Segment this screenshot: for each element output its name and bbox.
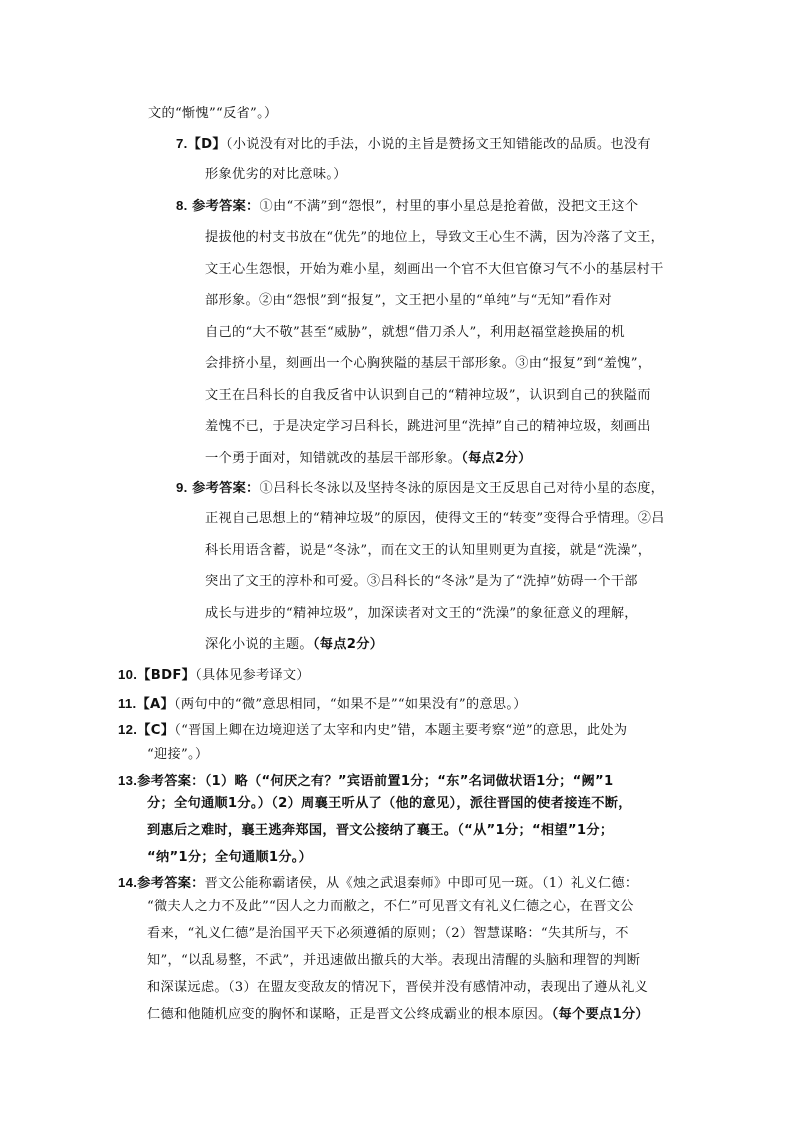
question-number: 9. <box>176 480 188 495</box>
continuation-text: 文的“惭愧”“反省”。） <box>148 106 278 121</box>
question-number: 13. <box>118 773 138 788</box>
question-number: 14. <box>118 875 138 890</box>
answer-text: （小说没有对比的手法，小说的主旨是赞扬文王知错能改的品质。也没有 <box>225 137 651 152</box>
answer-line: 羞愧不已，于是决定学习吕科长，跳进河里“洗掉”自己的精神垃圾，刻画出 <box>205 419 651 434</box>
answer-line: 提拔他的村支书放在“优先”的地位上，导致文王心生不满，因为冷落了文王， <box>205 230 665 245</box>
question-number: 8. <box>176 198 188 213</box>
answer-line: 突出了文王的淳朴和可爱。③吕科长的“冬泳”是为了“洗掉”妨碍一个干部 <box>205 574 638 589</box>
answer-label: 【A】 <box>136 697 174 712</box>
question-13-body <box>147 790 632 871</box>
answer-label: 【C】 <box>137 723 175 738</box>
answer-text: 一个勇于面对，知错就改的基层干部形象。 <box>205 450 462 466</box>
answer-line: “纳”1分；全句通顺1分。） <box>147 850 313 865</box>
answer-line-last <box>147 1001 649 1028</box>
question-9-body <box>205 503 665 661</box>
answer-text: “迎接”。） <box>147 747 209 762</box>
answer-text: （具体见参考译文） <box>195 668 310 683</box>
answer-text: （两句中的“微”意思相同，“如果不是”“如果没有”的意思。） <box>174 697 527 712</box>
answer-line-last <box>205 443 664 475</box>
answer-line: 自己的“大不敬”甚至“威胁”，就想“借刀杀人”，利用赵福堂趁换届的机 <box>205 324 625 340</box>
answer-line: 分；全句通顺1分。）（2）周襄王听从了（他的意见），派往晋国的使者接连不断， <box>147 796 632 811</box>
answer-line: 成长与进步的“精神垃圾”，加深读者对文王的“洗澡”的象征意义的理解， <box>205 605 638 621</box>
answer-text: ①吕科长冬泳以及坚持冬泳的原因是文王反思自己对待小星的态度， <box>259 481 665 496</box>
answer-line-last <box>205 629 665 661</box>
answer-text: （“晋国上卿在边境迎送了太宰和内史”错，本题主要考察“逆”的意思，此处为 <box>174 723 628 738</box>
answer-text: ①由“不满”到“怨恨”，村里的事小星总是抢着做，没把文王这个 <box>259 199 639 214</box>
question-8-body <box>205 222 664 474</box>
answer-label: 参考答案： <box>192 199 260 214</box>
answer-line: “微夫人之力不及此”“因人之力而敝之，不仁”可见晋文有礼义仁德之心，在晋文公 <box>147 899 634 914</box>
question-7-line-2 <box>205 159 347 191</box>
answer-text: 形象优劣的对比意味。） <box>205 167 347 182</box>
score-note: （每个要点1分） <box>551 1007 649 1022</box>
answer-line: 和深谋远虑。（3）在盟友变敌友的情况下，晋侯并没有感情冲动，表现出了遵从礼义 <box>147 980 649 995</box>
question-number: 12. <box>118 722 138 737</box>
score-note: （每点2分） <box>312 637 384 652</box>
answer-text: 仁德和他随机应变的胸怀和谋略，正是晋文公终成霸业的根本原因。 <box>147 1007 552 1022</box>
answer-line: 文王在吕科长的自我反省中认识到自己的“精神垃圾”，认识到自己的狭隘而 <box>205 387 651 403</box>
answer-text: （1）略（“何厌之有？”宾语前置1分；“东”名词做状语1分；“阙”1 <box>204 774 614 789</box>
answer-label: 参考答案： <box>137 774 205 789</box>
answer-line: 到惠后之难时，襄王逃奔郑国，晋文公接纳了襄王。（“从”1分；“相望”1分； <box>147 823 614 838</box>
score-note: （每点2分） <box>461 450 532 466</box>
question-number: 10. <box>118 667 138 682</box>
answer-text: 晋文公能称霸诸侯，从《烛之武退秦师》中即可见一斑。（1）礼义仁德： <box>204 876 639 891</box>
answer-line: 正视自己思想上的“精神垃圾”的原因，使得文王的“转变”变得合乎情理。②吕 <box>205 511 665 526</box>
continuation-line <box>148 98 277 130</box>
answer-label: 参考答案： <box>192 481 260 496</box>
answer-label: 【BDF】 <box>137 668 196 683</box>
answer-label: 【D】 <box>187 137 226 152</box>
answer-label: 参考答案： <box>137 876 205 891</box>
question-number: 7. <box>176 136 188 151</box>
answer-line: 部形象。②由“怨恨”到“报复”，文王把小星的“单纯”与“无知”看作对 <box>205 293 613 308</box>
question-10 <box>118 659 310 692</box>
question-9 <box>176 472 664 505</box>
answer-line: 看来，“礼义仁德”是治国平天下必须遵循的原则；（2）智慧谋略：“失其所与，不 <box>147 926 629 941</box>
answer-text: 深化小说的主题。 <box>205 637 313 652</box>
question-8 <box>176 190 638 223</box>
answer-line: 会排挤小星，刻画出一个心胸狭隘的基层干部形象。③由“报复”到“羞愧”， <box>205 356 652 371</box>
answer-line: 文王心生怨恨，开始为难小星，刻画出一个官不大但官僚习气不小的基层村干 <box>205 261 664 277</box>
question-7 <box>176 128 651 161</box>
answer-line: 知”，“以乱易整，不武”，并迅速做出撤兵的大举。表现出清醒的头脑和理智的判断 <box>147 953 641 968</box>
question-number: 11. <box>118 696 137 711</box>
question-14-body <box>147 893 649 1028</box>
answer-line: 科长用语含蓄，说是“冬泳”，而在文王的认知里则更为直接，就是“洗澡”， <box>205 542 652 558</box>
